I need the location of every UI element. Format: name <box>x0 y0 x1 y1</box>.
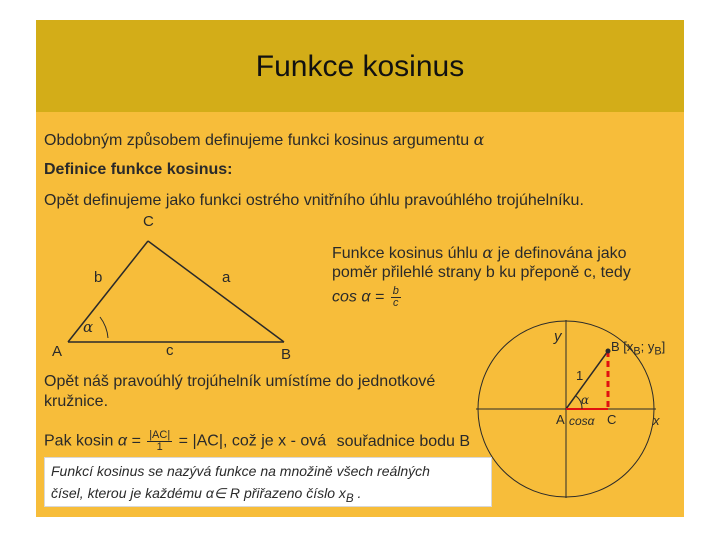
slide-title: Funkce kosinus <box>255 50 465 83</box>
triangle-diagram <box>68 241 284 342</box>
x-axis-label: x <box>653 413 660 428</box>
side-c-label: c <box>166 342 174 359</box>
radius-one-label: 1 <box>576 368 584 383</box>
definition-note: Funkcí kosinus se nazývá funkce na množině všech reálných čísel, kterou je každému α∈ R přiřazeno číslo $x_B$ . <box>44 457 492 507</box>
placement-line-2: kružnice. <box>44 393 109 410</box>
y-axis-label: y <box>554 328 562 345</box>
triangle-side-b <box>68 241 148 342</box>
definition-line-1: Funkce kosinus úhlu α je definována jako <box>332 243 627 262</box>
point-b <box>606 349 611 354</box>
triangle-angle-label: α <box>83 318 94 336</box>
point-c-label: C <box>607 412 617 427</box>
result-fraction: $\frac{|AC|}{1}$ <box>149 429 171 453</box>
point-b-label: B [$x_B$; $y_B$] <box>611 339 666 358</box>
intro-text: Obdobným způsobem definujeme funkci kosinus argumentu <box>44 132 470 149</box>
origin-a-label: A <box>556 412 565 427</box>
vertex-a-label: A <box>52 343 63 360</box>
alpha-symbol: α <box>482 243 494 262</box>
formula-fraction: $\frac{b}{c}$ <box>392 285 399 309</box>
vertex-c-label: C <box>143 213 154 230</box>
circle-angle-label: α <box>581 393 590 407</box>
side-b-label: b <box>94 269 103 286</box>
side-a-label: a <box>222 269 231 286</box>
slide <box>36 20 684 517</box>
cos-label: cosα <box>569 414 595 428</box>
angle-arc <box>100 317 108 338</box>
alpha-symbol: α <box>473 130 485 149</box>
placement-line-1: Opět náš pravoúhlý trojúhelník umístíme do jednotkové <box>44 373 436 390</box>
vertex-b-label: B <box>281 346 292 363</box>
definition-heading: Definice funkce kosinus: <box>44 161 233 178</box>
intro-line-3: Opět definujeme jako funkci ostrého vnitřního úhlu pravoúhlého trojúhelníku. <box>44 192 584 209</box>
definition-line-2: poměr přilehlé strany b ku přeponě c, tedy <box>332 264 631 281</box>
triangle-side-a <box>148 241 284 342</box>
result-line: Pak kosin α = $\frac{|AC|}{1}$ = |AC|, což je x - ová souřadnice bodu B <box>44 429 471 453</box>
cos-formula: cos α = $\frac{b}{c}$ <box>332 285 399 309</box>
